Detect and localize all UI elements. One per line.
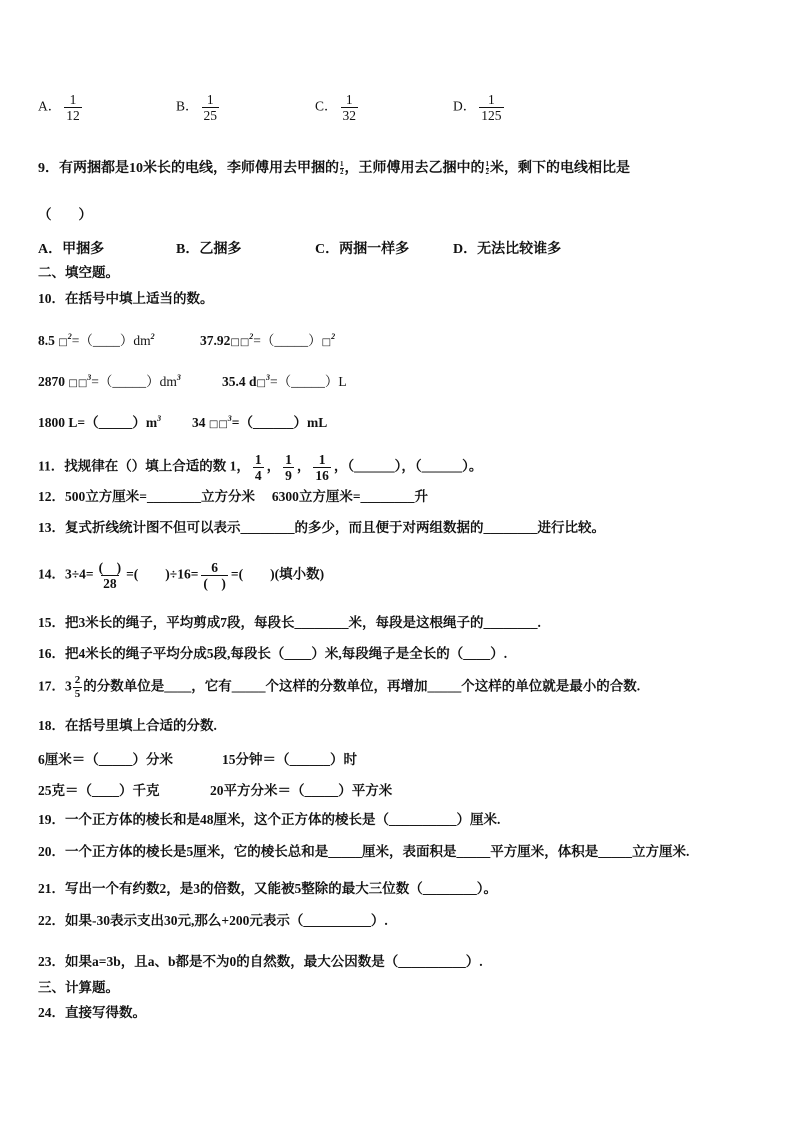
q17: 17．3 $\frac{2}{5}$ 的分数单位是____，它有_____个这样的分数单位，再增加_____个这样的单位就是最小的合数. xyxy=(38,674,641,700)
q9-answer-paren: （ ） xyxy=(38,207,92,222)
q10-title: 10．在括号中填上适当的数。 xyxy=(38,291,214,306)
q18-item-2: 15分钟＝（______）时 xyxy=(222,752,357,767)
fraction: $\frac{1}{16}$ xyxy=(315,452,329,483)
q10-item-4: 35.4 d□$^3$=（_____）L xyxy=(222,373,347,389)
fraction: $\frac{1}{32}$ xyxy=(342,92,357,123)
q9-option-a: A．甲捆多 xyxy=(38,242,105,257)
q15: 15．把3米长的绳子，平均剪成7段，每段长________米，每段是这根绳子的________. xyxy=(38,615,541,630)
q14: 14．3÷4= $\frac{( )}{28}$ =( )÷16= $\frac{6}{( )}$ =( )(填小数) xyxy=(38,560,325,591)
q16: 16．把4米长的绳子平均分成5段,每段长（____）米,每段绳子是全长的（____）. xyxy=(38,646,508,661)
fraction: $\frac{1}{125}$ xyxy=(481,92,502,123)
q8-option-c: C． $\frac{1}{32}$ xyxy=(315,92,357,123)
fraction: $\frac{2}{5}$ xyxy=(74,674,81,700)
q8-option-b: B． $\frac{1}{25}$ xyxy=(176,92,218,123)
fraction: $\frac{6}{( )}$ xyxy=(203,560,226,591)
q10-item-1: 8.5 $□^2=(\_\_\_\_)dm^2$ xyxy=(38,332,155,348)
q11: 11．找规律在（）填上合适的数 1， $\frac{1}{4}$ ， $\frac{1}{9}$ ， $\frac{1}{16}$ ，（______），（______）。 xyxy=(38,452,483,483)
fraction: $\frac{( )}{28}$ xyxy=(98,560,122,591)
section-heading-calculation: 三、计算题。 xyxy=(38,980,119,995)
q21: 21．写出一个有约数2，是3的倍数，又能被5整除的最大三位数（________）。 xyxy=(38,881,497,896)
q8-option-a: A． $\frac{1}{12}$ xyxy=(38,92,80,123)
q8-option-d: D． $\frac{1}{125}$ xyxy=(453,92,502,123)
q22: 22．如果-30表示支出30元,那么+200元表示（__________）. xyxy=(38,913,388,928)
fraction: $\frac{1}{4}$ xyxy=(254,452,262,483)
missing-glyph-icon: □□ xyxy=(68,378,88,389)
q9-option-b: B．乙捆多 xyxy=(176,242,242,257)
q9-option-c: C．两捆一样多 xyxy=(315,242,410,257)
fraction: $\frac{1}{12}$ xyxy=(66,92,80,123)
fraction: $\frac{1}{2}$ xyxy=(340,160,344,177)
missing-glyph-icon: □ xyxy=(321,337,332,348)
fraction: $\frac{1}{9}$ xyxy=(285,452,292,483)
missing-glyph-icon: □ xyxy=(256,378,266,389)
q18-item-4: 20平方分米＝（_____）平方米 xyxy=(210,783,393,798)
section-heading-fill-blank: 二、填空题。 xyxy=(38,265,119,280)
q9-stem: 9．有两捆都是10米长的电线，李师傅用去甲捆的 $\frac{1}{2}$ ，王师傅用去乙捆中的 $\frac{1}{2}$ 米，剩下的电线相比是 xyxy=(38,160,630,177)
fraction: $\frac{1}{25}$ xyxy=(203,92,218,123)
q18-item-3: 25克＝（____）千克 xyxy=(38,783,160,798)
q18-item-1: 6厘米＝（_____）分米 xyxy=(38,752,173,767)
q19: 19．一个正方体的棱长和是48厘米，这个正方体的棱长是（__________）厘米. xyxy=(38,812,501,827)
q10-item-3: 2870 $□□^3=(\_\_\_\_\_)dm^3$ xyxy=(38,373,181,389)
missing-glyph-icon: □□ xyxy=(208,419,228,430)
q20: 20．一个正方体的棱长是5厘米，它的棱长总和是_____厘米，表面积是_____平方厘米，体积是_____立方厘米. xyxy=(38,844,690,859)
q10-item-6: 34 □□$^3$=（______）mL xyxy=(192,414,328,430)
missing-glyph-icon: □□ xyxy=(230,337,250,348)
q10-item-2: 37.92□□$^2$=（_____）□$^2$ xyxy=(200,332,336,348)
q18-title: 18．在括号里填上合适的分数. xyxy=(38,718,217,733)
q13: 13．复式折线统计图不但可以表示________的多少，而且便于对两组数据的________进行比较。 xyxy=(38,520,605,535)
q12: 12．500立方厘米=________立方分米 6300立方厘米=________升 xyxy=(38,489,429,504)
q23: 23．如果a=3b，且a、b都是不为0的自然数，最大公因数是（__________）. xyxy=(38,954,483,969)
missing-glyph-icon: □ xyxy=(58,337,68,348)
q24: 24．直接写得数。 xyxy=(38,1005,146,1020)
q10-item-5: 1800 $L=(\_\_\_\_\_)m^3$ xyxy=(38,414,162,430)
fraction: $\frac{1}{2}$ xyxy=(485,160,489,177)
q9-option-d: D．无法比较谁多 xyxy=(453,242,562,257)
